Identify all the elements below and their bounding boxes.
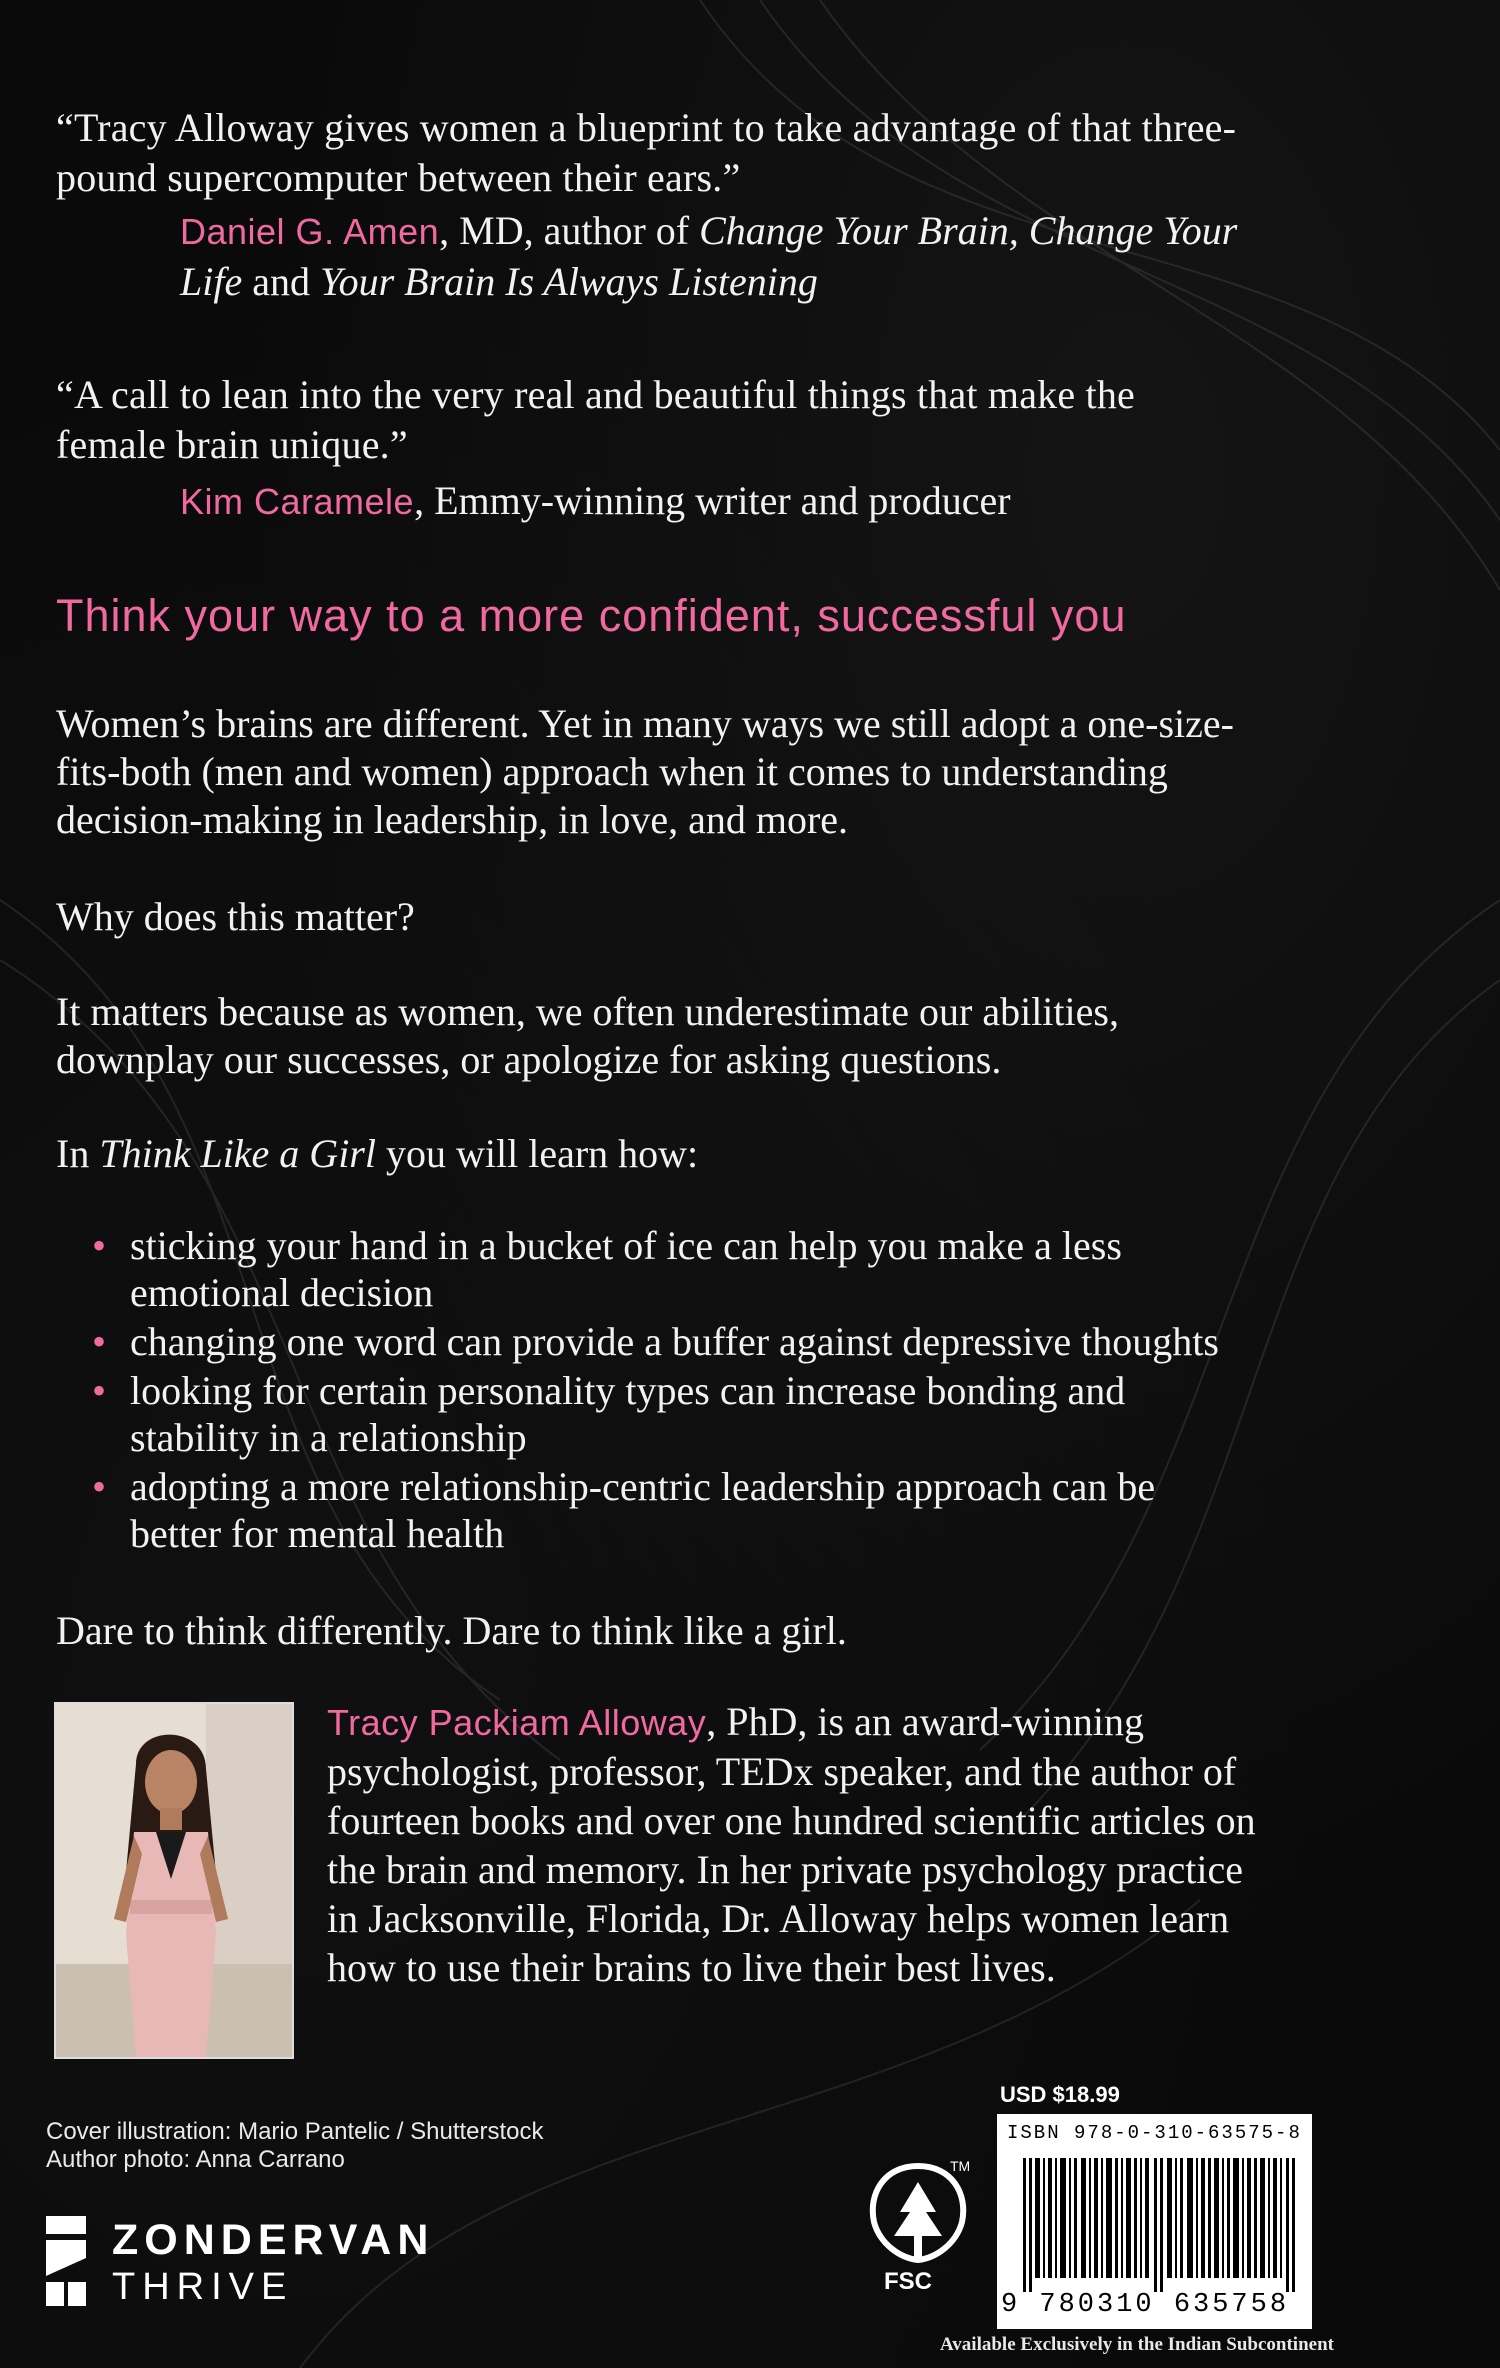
publisher-imprint: THRIVE xyxy=(112,2266,294,2308)
author-photo-illustration xyxy=(56,1704,292,2057)
book-title-italic: Think Like a Girl xyxy=(99,1131,376,1176)
description-paragraph-4 xyxy=(56,1130,1416,1178)
isbn-number: ISBN 978-0-310-63575-8 xyxy=(1007,2122,1302,2144)
list-item xyxy=(92,1367,1422,1461)
fsc-label: FSC xyxy=(884,2268,932,2295)
para-3-line-1: It matters because as women, we often underestimate our abilities, xyxy=(56,989,1119,1034)
bio-line-5: in Jacksonville, Florida, Dr. Alloway helps women learn xyxy=(327,1896,1230,1941)
ean-barcode-digits: 9 780310 635758 xyxy=(1001,2290,1290,2320)
quote-1-joiner: and xyxy=(242,259,320,304)
bio-line-6: how to use their brains to live their best lives. xyxy=(327,1945,1056,1990)
endorsement-quote-2 xyxy=(56,370,1456,470)
price-label: USD $18.99 xyxy=(1000,2082,1120,2107)
author-photo xyxy=(54,1702,294,2059)
fsc-trademark: TM xyxy=(950,2158,971,2174)
zondervan-mark-icon xyxy=(46,2216,86,2306)
learning-points-list xyxy=(92,1222,1422,1559)
list-item xyxy=(92,1222,1422,1316)
publisher-name: ZONDERVAN xyxy=(112,2216,435,2264)
author-bio xyxy=(327,1697,1447,1992)
cover-illustration-credit: Cover illustration: Mario Pantelic / Shutterstock xyxy=(46,2118,544,2145)
list-item xyxy=(92,1318,1422,1365)
list-item-line-2: better for mental health xyxy=(130,1511,505,1556)
para-3-line-2: downplay our successes, or apologize for asking questions. xyxy=(56,1037,1002,1082)
bio-line-4: the brain and memory. In her private psychology practice xyxy=(327,1847,1243,1892)
barcode-icon xyxy=(1023,2158,1295,2292)
quote-2-author: Kim Caramele xyxy=(180,481,415,522)
quote-1-line-1: “Tracy Alloway gives women a blueprint to take advantage of that three- xyxy=(56,105,1237,150)
quote-1-book-2: Your Brain Is Always Listening xyxy=(320,259,818,304)
description-paragraph-1 xyxy=(56,700,1416,844)
bullet-dot-icon: • xyxy=(92,1368,107,1413)
list-item-line-2: stability in a relationship xyxy=(130,1415,527,1460)
description-paragraph-2: Why does this matter? xyxy=(56,894,415,939)
bullet-dot-icon: • xyxy=(92,1223,107,1268)
author-name: Tracy Packiam Alloway xyxy=(327,1702,707,1743)
closing-line: Dare to think differently. Dare to think like a girl. xyxy=(56,1608,847,1653)
barcode-panel xyxy=(997,2114,1312,2329)
quote-1-role: , MD, author of xyxy=(439,208,700,253)
para-1-line-1: Women’s brains are different. Yet in many ways we still adopt a one-size- xyxy=(56,701,1234,746)
author-photo-credit: Author photo: Anna Carrano xyxy=(46,2146,345,2173)
endorsement-quote-1 xyxy=(56,103,1456,203)
quote-2-line-2: female brain unique.” xyxy=(56,422,408,467)
list-item-line-1: adopting a more relationship-centric leadership approach can be xyxy=(130,1464,1156,1509)
bullet-dot-icon: • xyxy=(92,1319,107,1364)
list-item-line-1: sticking your hand in a bucket of ice can help you make a less xyxy=(130,1223,1122,1268)
tagline-headline: Think your way to a more confident, successful you xyxy=(56,590,1127,641)
para-4-prefix: In xyxy=(56,1131,100,1176)
quote-1-book-1: Change Your Brain, Change Your xyxy=(699,208,1238,253)
para-1-line-3: decision-making in leadership, in love, and more. xyxy=(56,797,849,842)
bio-line-3: fourteen books and over one hundred scientific articles on xyxy=(327,1798,1256,1843)
availability-note: Available Exclusively in the Indian Subcontinent xyxy=(940,2334,1334,2355)
para-4-suffix: you will learn how: xyxy=(376,1131,699,1176)
publisher-logo xyxy=(46,2214,486,2314)
bio-line-1: , PhD, is an award-winning xyxy=(706,1699,1144,1744)
list-item xyxy=(92,1463,1422,1557)
quote-2-line-1: “A call to lean into the very real and beautiful things that make the xyxy=(56,372,1135,417)
bio-line-2: psychologist, professor, TEDx speaker, and the author of xyxy=(327,1749,1237,1794)
quote-2-role: , Emmy-winning writer and producer xyxy=(414,478,1011,523)
list-item-line-2: emotional decision xyxy=(130,1270,434,1315)
bullet-dot-icon: • xyxy=(92,1464,107,1509)
quote-1-attribution xyxy=(180,206,1430,307)
image-credits xyxy=(46,2118,746,2174)
list-item-line-1: changing one word can provide a buffer against depressive thoughts xyxy=(130,1319,1219,1364)
para-1-line-2: fits-both (men and women) approach when it comes to understanding xyxy=(56,749,1168,794)
list-item-line-1: looking for certain personality types can increase bonding and xyxy=(130,1368,1126,1413)
quote-1-line-2: pound supercomputer between their ears.” xyxy=(56,155,741,200)
quote-2-attribution xyxy=(180,476,1430,527)
description-paragraph-3 xyxy=(56,988,1416,1084)
quote-1-book-1-cont: Life xyxy=(180,259,243,304)
quote-1-author: Daniel G. Amen xyxy=(180,211,440,252)
